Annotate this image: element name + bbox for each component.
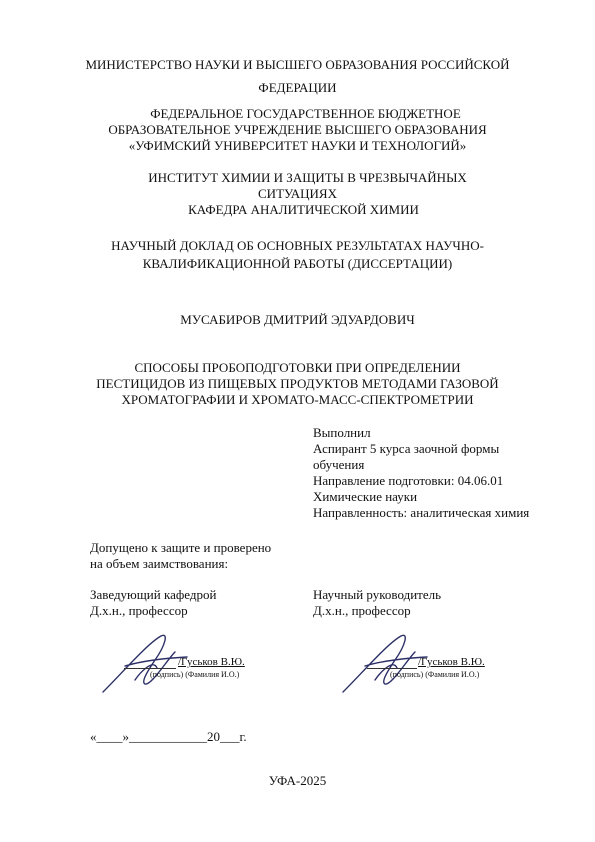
supervisor-signature-line (367, 668, 417, 669)
supervisor-signer-name: /Гуськов В.Ю. (418, 656, 485, 668)
admission-line-1: Допущено к защите и проверено (90, 540, 272, 555)
head-of-department-degree: Д.х.н., профессор (90, 603, 188, 618)
university-line-2: ОБРАЗОВАТЕЛЬНОЕ УЧРЕЖДЕНИЕ ВЫСШЕГО ОБРАЗОВАНИЯ (108, 122, 487, 137)
ministry-line-1: МИНИСТЕРСТВО НАУКИ И ВЫСШЕГО ОБРАЗОВАНИЯ РОССИЙСКОЙ (85, 57, 510, 72)
author-name: МУСАБИРОВ ДМИТРИЙ ЭДУАРДОВИЧ (180, 312, 415, 327)
performed-by-block (313, 425, 529, 521)
thesis-title-line-3: ХРОМАТОГРАФИИ И ХРОМАТО-МАСС-СПЕКТРОМЕТРИИ (121, 392, 474, 407)
thesis-title-line-1: СПОСОБЫ ПРОБОПОДГОТОВКИ ПРИ ОПРЕДЕЛЕНИИ (134, 360, 461, 375)
head-signer-name: /Гуськов В.Ю. (178, 656, 245, 668)
report-type-line-1: НАУЧНЫЙ ДОКЛАД ОБ ОСНОВНЫХ РЕЗУЛЬТАТАХ НАУЧНО- (111, 238, 484, 253)
supervisor-label: Научный руководитель (313, 587, 442, 602)
date-line: «____»____________20___г. (90, 729, 247, 744)
university-line-3: «УФИМСКИЙ УНИВЕРСИТЕТ НАУКИ И ТЕХНОЛОГИЙ» (128, 138, 467, 153)
student-status-cont: обучения (313, 457, 365, 472)
study-specialization: Направленность: аналитическая химия (313, 505, 530, 520)
ministry-line-2: ФЕДЕРАЦИИ (258, 80, 337, 95)
supervisor-signature-caption: (подпись) (Фамилия И.О.) (390, 670, 480, 679)
report-type-line-2: КВАЛИФИКАЦИОННОЙ РАБОТЫ (ДИССЕРТАЦИИ) (142, 256, 453, 271)
study-field: Химические науки (313, 489, 418, 504)
institute-line-2: СИТУАЦИЯХ (258, 186, 337, 201)
city-year: УФА-2025 (268, 773, 327, 788)
university-line-1: ФЕДЕРАЛЬНОЕ ГОСУДАРСТВЕННОЕ БЮДЖЕТНОЕ (150, 106, 461, 121)
performed-label: Выполнил (313, 425, 371, 440)
head-signature-line (124, 668, 176, 669)
student-status: Аспирант 5 курса заочной формы (313, 441, 500, 456)
admission-line-2: на объем заимствования: (90, 556, 229, 571)
head-signature-caption: (подпись) (Фамилия И.О.) (150, 670, 240, 679)
thesis-title-line-2: ПЕСТИЦИДОВ ИЗ ПИЩЕВЫХ ПРОДУКТОВ МЕТОДАМИ ГАЗОВОЙ (96, 376, 499, 391)
institute-line-1: ИНСТИТУТ ХИМИИ И ЗАЩИТЫ В ЧРЕЗВЫЧАЙНЫХ (148, 170, 467, 185)
study-direction: Направление подготовки: 04.06.01 (313, 473, 504, 488)
supervisor-degree: Д.х.н., профессор (313, 603, 411, 618)
department-name: КАФЕДРА АНАЛИТИЧЕСКОЙ ХИМИИ (188, 202, 419, 217)
head-of-department-label: Заведующий кафедрой (90, 587, 217, 602)
